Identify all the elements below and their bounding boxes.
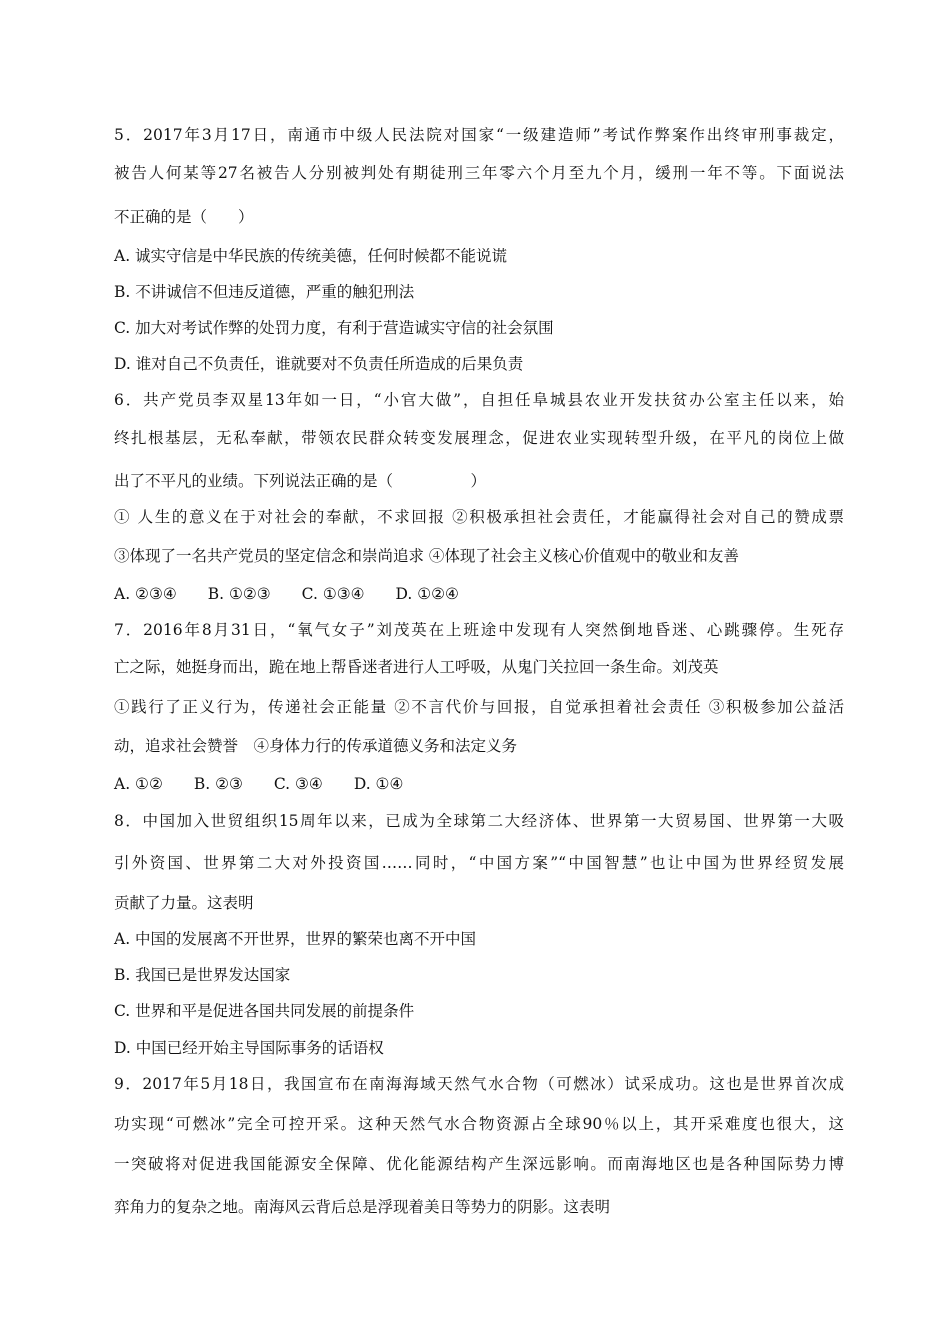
option-b: B. 我国已是世界发达国家 (114, 966, 291, 984)
option-a: A. 诚实守信是中华民族的传统美德，任何时候都不能说谎 (114, 247, 508, 265)
question-text-line: 贡献了力量。这表明 (114, 894, 254, 912)
option-d: D. 谁对自己不负责任，谁就要对不负责任所造成的后果负责 (114, 355, 524, 373)
question-text-line: 出了不平凡的业绩。下列说法正确的是（ ） (114, 472, 487, 490)
option-c: C. 世界和平是促进各国共同发展的前提条件 (114, 1002, 415, 1020)
option-b: B. 不讲诚信不但违反道德，严重的触犯刑法 (114, 283, 415, 301)
question-text-line: 被告人何某等27名被告人分别被判处有期徒刑三年零六个月至九个月，缓刑一年不等。下面说法 (114, 164, 844, 182)
question-text-line: 不正确的是（ ） (114, 208, 254, 226)
option-d: D. 中国已经开始主导国际事务的话语权 (114, 1039, 384, 1057)
question-text-line: 8．中国加入世贸组织15周年以来，已成为全球第二大经济体、世界第一大贸易国、世界第一大吸 (114, 812, 844, 830)
question-text-line: 7．2016年8月31日，“氧气女子”刘茂英在上班途中发现有人突然倒地昏迷、心跳骤停。生死存 (114, 621, 844, 639)
question-text-line: 6．共产党员李双星13年如一日，“小官大做”，自担任阜城县农业开发扶贫办公室主任以来，始 (114, 391, 844, 409)
question-text-line: 弈角力的复杂之地。南海风云背后总是浮现着美日等势力的阴影。这表明 (114, 1198, 611, 1216)
options-line: A. ①② B. ②③ C. ③④ D. ①④ (114, 775, 404, 793)
question-text-line: 5．2017年3月17日，南通市中级人民法院对国家“一级建造师”考试作弊案作出终审刑事裁定， (114, 126, 844, 144)
option-c: C. 加大对考试作弊的处罚力度，有利于营造诚实守信的社会氛围 (114, 319, 554, 337)
question-text-line: 一突破将对促进我国能源安全保障、优化能源结构产生深远影响。而南海地区也是各种国际势力博 (114, 1155, 844, 1173)
statement-line: ①践行了正义行为，传递社会正能量 ②不言代价与回报，自觉承担着社会责任 ③积极参加公益活 (114, 698, 844, 716)
statement-line: ③体现了一名共产党员的坚定信念和崇尚追求 ④体现了社会主义核心价值观中的敬业和友善 (114, 547, 739, 565)
option-a: A. 中国的发展离不开世界，世界的繁荣也离不开中国 (114, 930, 477, 948)
options-line: A. ②③④ B. ①②③ C. ①③④ D. ①②④ (114, 585, 459, 603)
question-text-line: 9．2017年5月18日，我国宣布在南海海域天然气水合物（可燃冰）试采成功。这也是世界首次成 (114, 1075, 844, 1093)
question-text-line: 亡之际，她挺身而出，跪在地上帮昏迷者进行人工呼吸，从鬼门关拉回一条生命。刘茂英 (114, 658, 719, 676)
statement-line: 动，追求社会赞誉 ④身体力行的传承道德义务和法定义务 (114, 737, 518, 755)
question-text-line: 终扎根基层，无私奉献，带领农民群众转变发展理念，促进农业实现转型升级，在平凡的岗位上做 (114, 429, 844, 447)
question-text-line: 功实现“可燃冰”完全可控开采。这种天然气水合物资源占全球90％以上，其开采难度也很大，这 (114, 1115, 844, 1133)
statement-line: ① 人生的意义在于对社会的奉献，不求回报 ②积极承担社会责任，才能赢得社会对自己的赞成票 (114, 508, 844, 526)
question-text-line: 引外资国、世界第二大对外投资国……同时，“中国方案”“中国智慧”也让中国为世界经贸发展 (114, 854, 844, 872)
